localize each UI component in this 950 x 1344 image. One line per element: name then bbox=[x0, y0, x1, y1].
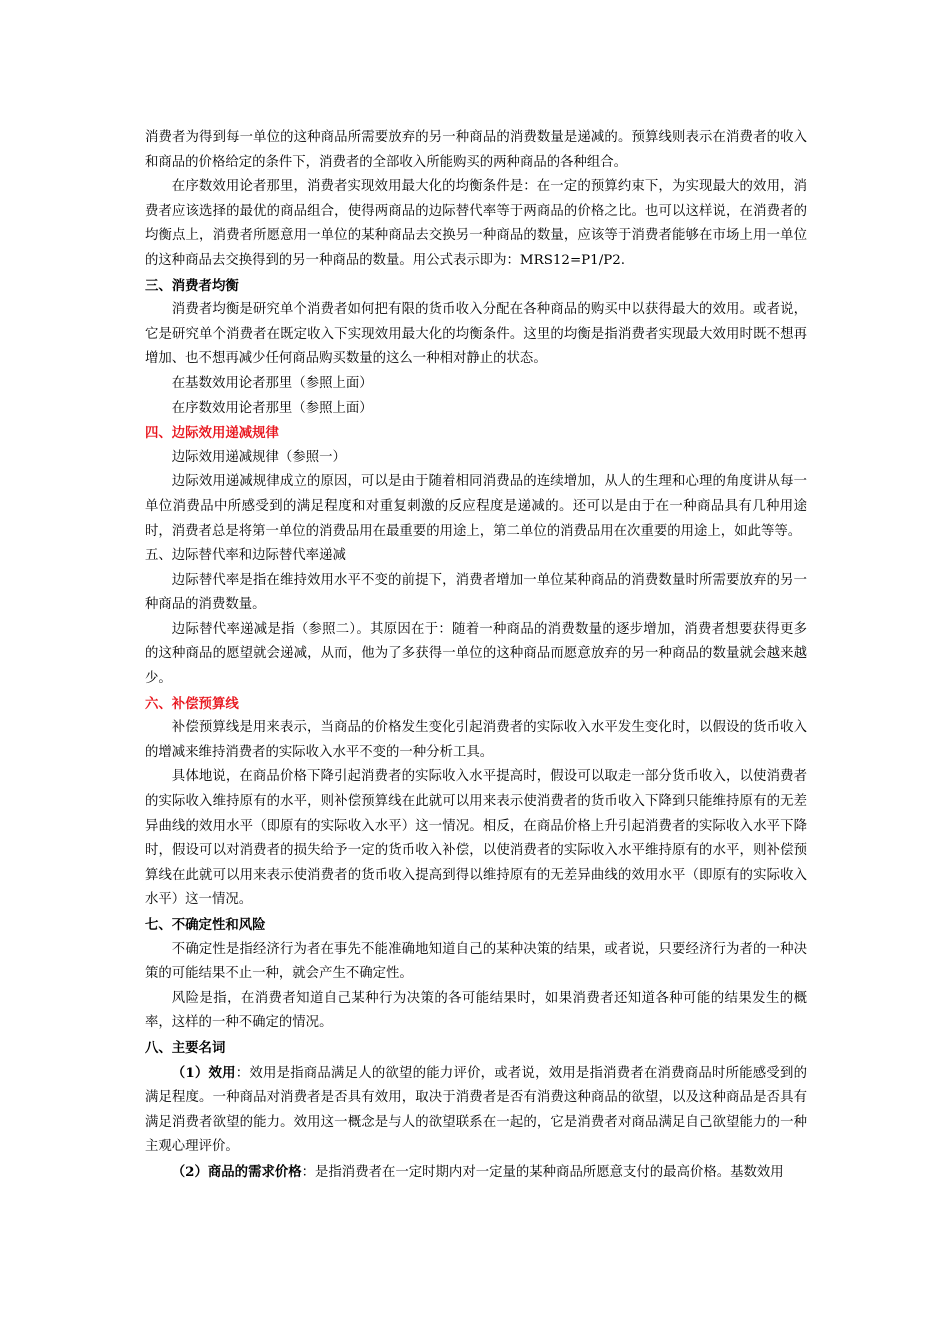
section-heading: 三、消费者均衡 bbox=[145, 277, 239, 294]
section-heading-red: 四、边际效用递减规律 bbox=[145, 425, 279, 442]
section-heading-red: 六、补偿预算线 bbox=[145, 695, 239, 712]
paragraph: 边际替代率是指在维持效用水平不变的前提下，消费者增加一单位某种商品的消费数量时所需要放弃的另一种商品的消费数量。 bbox=[145, 572, 807, 613]
paragraph: 消费者为得到每一单位的这种商品所需要放弃的另一种商品的消费数量是递减的。预算线则表示在消费者的收入和商品的价格给定的条件下，消费者的全部收入所能购买的两种商品的各种组合。 bbox=[145, 130, 807, 170]
term-label: （1）效用 bbox=[171, 1064, 236, 1081]
paragraph: 边际效用递减规律成立的原因，可以是由于随着相同消费品的连续增加，从人的生理和心理的角度讲从每一单位消费品中所感受到的满足程度和对重复刺激的反应程度是递减的。还可以是由于在一种商品具有几种用途时，消费者总是将第一单位的消费品用在最重要的用途上，第二单位的消费品用在次重要的用途上，如此等等。 bbox=[145, 474, 807, 539]
paragraph: 边际效用递减规律（参照一） bbox=[171, 449, 346, 465]
paragraph: 风险是指，在消费者知道自己某种行为决策的各可能结果时，如果消费者还知道各种可能的结果发生的概率，这样的一种不确定的情况。 bbox=[145, 990, 807, 1031]
paragraph: 在基数效用论者那里（参照上面） bbox=[171, 375, 373, 391]
paragraph: 在序数效用论者那里（参照上面） bbox=[171, 400, 373, 416]
term-text: ：是指消费者在一定时期内对一定量的某种商品所愿意支付的最高价格。基数效用 bbox=[301, 1164, 784, 1180]
term-label: （2）商品的需求价格 bbox=[171, 1163, 302, 1180]
section-heading: 八、主要名词 bbox=[145, 1039, 226, 1056]
paragraph: 消费者均衡是研究单个消费者如何把有限的货币收入分配在各种商品的购买中以获得最大的效用。或者说，它是研究单个消费者在既定收入下实现效用最大化的均衡条件。这里的均衡是指消费者实现最大效用时既不想再增加、也不想再减少任何商品购买数量的这么一种相对静止的状态。 bbox=[145, 302, 807, 367]
section-heading: 七、不确定性和风险 bbox=[145, 917, 266, 933]
document-body bbox=[145, 126, 807, 1186]
term-definition bbox=[145, 1160, 807, 1186]
paragraph: 边际替代率递减是指（参照二）。其原因在于：随着一种商品的消费数量的逐步增加，消费者想要获得更多的这种商品的愿望就会递减，从而，他为了多获得一单位的这种商品而愿意放弃的另一种商品的数量就会越来越少。 bbox=[145, 621, 807, 687]
term-text: ：效用是指商品满足人的欲望的能力评价，或者说，效用是指消费者在消费商品时所能感受到的满足程度。一种商品对消费者是否具有效用，取决于消费者是否有消费这种商品的欲望，以及这种商品是否具有满足消费者欲望的能力。效用这一概念是与人的欲望联系在一起的，它是消费者对商品满足自己欲望能力的一种主观心理评价。 bbox=[145, 1065, 807, 1155]
term-definition bbox=[145, 1061, 807, 1160]
section-heading: 五、边际替代率和边际替代率递减 bbox=[145, 548, 346, 564]
paragraph: 不确定性是指经济行为者在事先不能准确地知道自己的某种决策的结果，或者说，只要经济行为者的一种决策的可能结果不止一种，就会产生不确定性。 bbox=[145, 941, 807, 982]
paragraph: 补偿预算线是用来表示，当商品的价格发生变化引起消费者的实际收入水平发生变化时，以假设的货币收入的增减来维持消费者的实际收入水平不变的一种分析工具。 bbox=[145, 720, 807, 760]
paragraph: 在序数效用论者那里，消费者实现效用最大化的均衡条件是：在一定的预算约束下，为实现最大的效用，消费者应该选择的最优的商品组合，使得两商品的边际替代率等于两商品的价格之比。也可以这样说，在消费者的均衡点上，消费者所愿意用一单位的某种商品去交换另一种商品的数量，应该等于消费者能够在市场上用一单位的这种商品去交换得到的另一种商品的数量。用公式表示即为：MRS12=P1/P2. bbox=[145, 179, 807, 268]
paragraph: 具体地说，在商品价格下降引起消费者的实际收入水平提高时，假设可以取走一部分货币收入，以使消费者的实际收入维持原有的水平，则补偿预算线在此就可以用来表示使消费者的货币收入下降到只能维持原有的无差异曲线的效用水平（即原有的实际收入水平）这一情况。相反，在商品价格上升引起消费者的实际收入水平下降时，假设可以对消费者的损失给予一定的货币收入补偿，以使消费者的实际收入水平维持原有的水平，则补偿预算线在此就可以用来表示使消费者的货币收入提高到得以维持原有的无差异曲线的效用水平（即原有的实际收入水平）这一情况。 bbox=[145, 769, 807, 908]
